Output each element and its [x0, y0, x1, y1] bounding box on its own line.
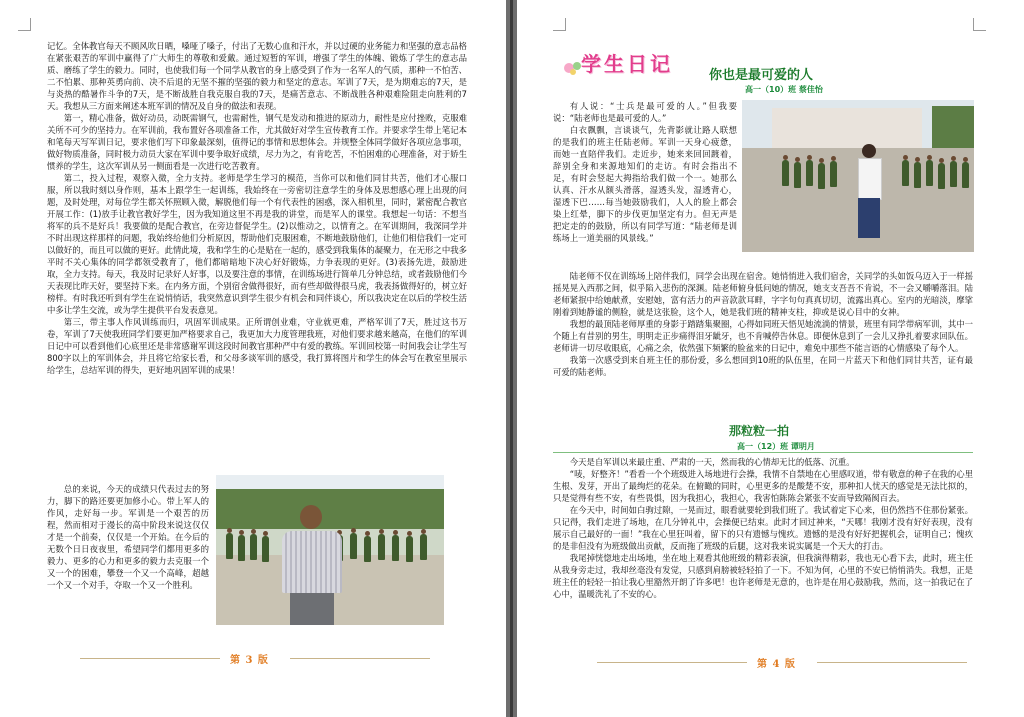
teacher-shirt — [858, 158, 882, 200]
paragraph: 我尾掉恍惚地走出场地，坐在地上观看其他班级的精彩表演，但我演得精彩，我也无心看下去，此时，班主任从我身旁走过，我却丝毫没有发觉，只感到肩膀被轻轻拍了一下。不知为何，心里的不安已悄悄消失。我想，正是班主任的轻轻一拍让我心里豁然开朗了许多吧！也许老师是无意的，也许是在用心鼓励我，然而，这一拍我记在了心中，温暖洗礼了不安的心。 — [553, 553, 973, 599]
crop-mark-top-left — [18, 18, 31, 31]
article1-text-wide — [553, 270, 973, 378]
teacher-photo — [216, 475, 444, 625]
article-byline-2: 高一（12）班 谭明月 — [737, 442, 815, 451]
paragraph: 第三，带主事人作风训练而归，巩固军训成果。正所谓创业难，守业就更难，严格军训了7天，胜过这书万卷，军训了7天使我班同学们要更加严格要求自己，我更加大力度管理我班，对他们要求越来越高，在他们的军训日记中可以看到他们心底里还是非常感谢军训这段时间教官那种严中有爱的教练。军训回校第一时间我会让学生写800字以上的军训体会，并且将它给家长看，和父母多谈军训的感受，我打算将图片和学生的体会写在教室里展示给学生，总结军训的得失，更好地巩固军训的成果！ — [47, 317, 467, 375]
paragraph: 总的来说，今天的成绩只代表过去的努力，脚下的路还要更加修小心。带上军人的作风，走好每一步。军训是一个艰苦的历程，然而相对于漫长的高中阶段来说这仅仅才是一个前奏，仅仅是一个开始。在今后的无数个日日夜夜里，希望同学们都用更多的毅力、更多的心力和更多的毅力去克服一个又一个的困难，攀登一个又一个高峰，超越一个又一个对手，夺取一个又一个胜利。 — [47, 484, 209, 590]
article2-text — [553, 456, 973, 600]
footer-rule-right — [817, 662, 967, 663]
page-number: 第 3 版 — [230, 655, 269, 666]
paragraph: “唛，好整齐！”看看一个个班级进入场地进行会操，我情不自禁地在心里感叹道，带有敬意的种子在我的心里生根、发芽，开出了最绚烂的花朵。在俯瞰的同时，心里更多的是酸楚不安，那种扣人忧天的感觉是无法比拟的，只是觉得有些不安，有些畏惧，因为我担心，我担心，我害怕陈陈会紧张不安而导致隔阂百去。 — [553, 469, 973, 503]
paragraph: 我想的最顶陆老师厚重的身影于踏踏集聚圈，心得如同班天悟见她流淌的情景，班里有同学带病军训，其中一个随上有昔别的男生，明明走正步痛得泪牙龇牙，也不肯喊停告休息。即便休息到了一会儿又挣扎着要求回队伍。老师讲一切尽收眼底，心痛之余，依然强下频繁的脸盆来的日记中，难免中那些不能言语的心情感染了每个人。 — [553, 319, 973, 353]
article-title-1: 你也是最可爱的人 — [709, 68, 814, 83]
page-number: 第 4 版 — [757, 659, 796, 670]
document-page-4 — [517, 0, 1024, 717]
crop-mark-top-right — [973, 18, 986, 31]
paragraph: 第一，精心准备，做好动员，动既需钢气，也需耐性，钢气是发动和推进的原动力，耐性是应付挫败，克服难关所不可少的坚持力。在军训前，我布置好各项准备工作，尤其做好对学生宣传教育工作。并要求学生带上笔记本和笔每天写军训日记，要求他们写下印象最深刻，值得记的事情和思想体会。并规整全体同学做好各项应急事项，做好物质准备，同时极力动员大家在军训中要争取好成绩，尽力为之，有肯吃苦，不怕困难的心理准备，对于娇生惯养的学生，这次军训从另一侧面看是一次进行吃苦教育。 — [47, 113, 467, 171]
page-gutter — [506, 0, 517, 717]
footer-rule-right — [290, 658, 430, 659]
footer-rule-left — [80, 658, 220, 659]
paragraph: 白衣飘飘，言谈谈气，先背影就让路人联想的是我们的班主任陆老师。军训一天身心疲惫，而她一直陪伴我们。走近步，她来来回回踱着，辞别全身和来源地知们的走访。有时会指出不足，有时会竖起大拇指给我们做一个一。她那么认真、汗水从额头滑落，湿透头发，湿透背心，湿透下巴……每当她鼓励我们，人人的脸上都会染上红晕，脚下的步伐更加坚定有力。但无声是把定走的的鼓励，所以有同学写道：“陆老师是训练场上一道美丽的风景线。” — [553, 125, 737, 243]
person-shirt — [282, 531, 342, 593]
paragraph: 我第一次感受到来自班主任的那份爱，多么想回到10班的队伍里，在同一片蓝天下和他们同甘共苦，证有最可爱的陆老师。 — [553, 355, 973, 377]
left-text-block-top — [47, 40, 467, 376]
crop-mark-top-left — [553, 18, 566, 31]
paragraph: 记忆。全体教官每天不顾风吹日晒，嗓哑了嗓子，付出了无数心血和汗水，并以过硬的业务能力和坚强的意志品格在紧张艰苦的军训中赢得了广大师生的尊敬和爱戴。通过短暂的军训，增强了学生的体魄、锻炼了学生的意志品质、磨练了学生的毅力。同时，也使我们每一个同学从教官的身上感受到了作为一名军人的气质，那种一不怕苦、二不怕累、那种英勇向前、决不后退的无坚不摧的坚强的毅力和坚定的意志。军训了7天，是为期难忘的7天，是与炎热的酷暑作斗争的7天，是不断战胜自我克服自我的7天，是痛苦意志、不断战胜各种艰难险阻走向胜利的7天。我想从三方面来阐述本班军训的情况及自身的做法和表现。 — [47, 41, 467, 111]
footer-rule-left — [597, 662, 747, 663]
article1-text-narrow — [553, 100, 737, 244]
person-head — [300, 505, 322, 529]
teacher-trousers — [858, 198, 880, 238]
section-banner-title: 学生日记 — [581, 52, 673, 76]
article-byline-1: 高一（10）班 蔡佳怡 — [745, 85, 823, 94]
person-trousers — [290, 593, 334, 625]
article-divider — [553, 452, 973, 453]
trees — [932, 106, 974, 152]
article-title-2: 那粒粒一拍 — [729, 424, 790, 438]
teacher-head — [862, 144, 876, 158]
paragraph: 在今天中，时间如白驹过隙，一晃而过，眼看就要轮到我们班了。我试着定下心来，但仍然挡不住那份紧张。只记得，我们走进了场地，在几分钟礼中，会操便已结束。此时才回过神来，“天哪！我刚才没有好好表现，没有展示自己最好的一面！”我在心里狂叫着，留下的只有遗憾与愧疚。遗憾的是没有好好把握机会，证明自己；愧疚的是非但没有为班级做出贡献，反而拖了班级的后腿，这对我来说实属是一个天大的打击。 — [553, 505, 973, 551]
document-page-3 — [0, 0, 506, 717]
paragraph: 今天是自军训以来最庄重、严肃的一天，然而我的心情却无比的低落、沉重。 — [569, 457, 855, 467]
training-photo — [742, 100, 974, 252]
left-text-block-bottom — [47, 483, 209, 591]
paragraph: 有人说：“士兵是最可爱的人。”但我要说：“陆老师也是最可爱的人。” — [553, 101, 737, 123]
paragraph: 陆老师不仅在训练场上陪伴我们，同学会出现在宿舍。她悄悄进入我们宿舍，关同学的头如饭乌迈入于一样摇摇晃晃入西那之间，似乎陷入悲伤的深渊。陆老师俯身低问她的情况，她支支吾吾不肯说，不一会又嚼嚼落泪。陆老师紧抿中给她献煮，安慰她，富有活力的声音款款耳畔，字字句句真真切切，流露出真心。室内的光暗淡，摩挲刚着到她静谧的侧脸，就是这张脸，这个人，她是我们班的精神支柱，抑或是说心目中的女神。 — [553, 271, 973, 317]
paragraph: 第二，投入过程，观察入微，全力支持。老师是学生学习的模范，当你可以和他们同甘共苦，他们才心服口服，所以我时刻以身作则，基本上跟学生一起训练，我始终在一旁密切注意学生的身体及思想感心理上出现的问题，及时处理，对每位学生都关怀照顾入微，解脱他们每一个有代表性的困惑，深入相机里，同时，紧密配合教官开展工作：(1)放手让教官教好学生，因为我知道这里不再是我的讲堂，而是军人的课堂。我想起一句话：不想当将军的兵不是好兵！我要做的是配合教官，在旁边督促学生。(2)以惟动之，以情育之。在军训期间，我深同学并不时出现这样那样的问题，我始终给他们分析原因，帮助他们克服困难，不断地鼓励他们，让他们相信我们一定可以做好的，而且可以做的更好。此情此境，我和学生的心是贴在一起的，感受到我集体的凝聚力，在无形之中我多平时不关心集体的同学都领受教育了，他们都暗暗地下决心好好锻炼，力争表现的更好。(3)表扬先进，鼓励进取，全力支持。每天，我及时记录好人好事，以及要注意的事情，在训练场进行简单几分钟总结，或者鼓励他们今天表现比昨天好，要坚持下来。在内务方面，个别宿舍做得很好，而有些却做得很马虎，我表扬做得好的，树立好榜样。有时我还听到有学生在说悄悄话，我突然意识到学生很少有机会和同伴谈心，所以我决定在以后的学校生活中多让学生交流，或为学生提供平台发表意见。 — [47, 173, 467, 315]
